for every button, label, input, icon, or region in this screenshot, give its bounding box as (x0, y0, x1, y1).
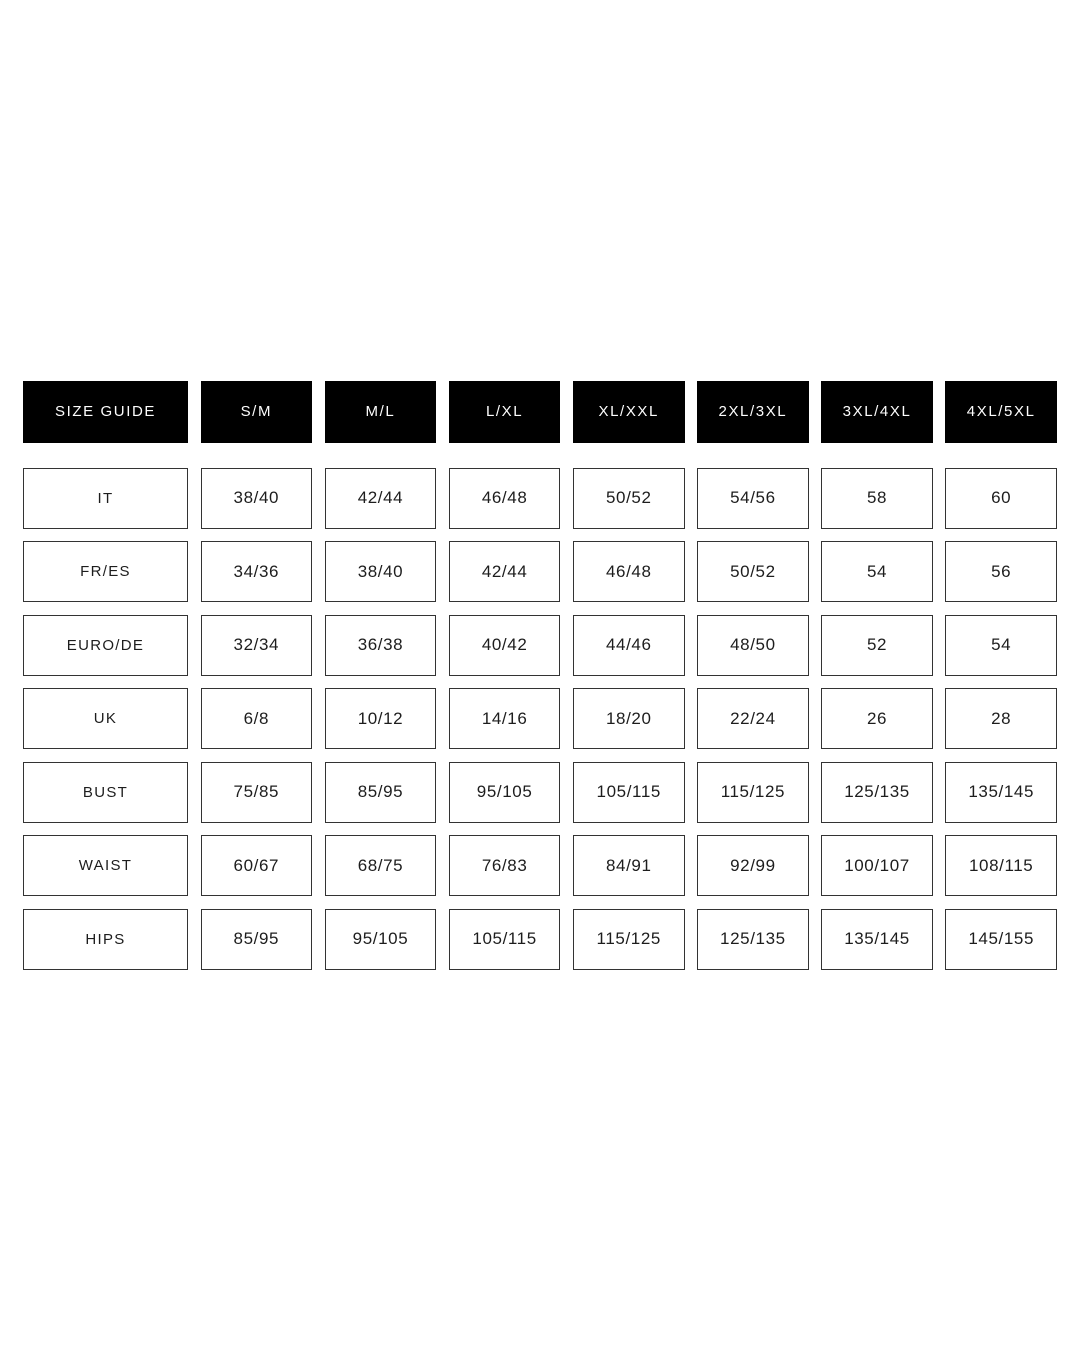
size-value-cell: 54/56 (697, 468, 809, 529)
size-value-cell: 100/107 (821, 835, 933, 896)
row-label-cell: HIPS (23, 909, 188, 970)
size-value-cell: 50/52 (573, 468, 685, 529)
size-value-cell: 18/20 (573, 688, 685, 749)
size-column-header: L/XL (449, 381, 561, 443)
size-value-cell: 34/36 (201, 541, 313, 602)
size-value-cell: 60 (945, 468, 1057, 529)
size-value-cell: 135/145 (821, 909, 933, 970)
row-label-cell: IT (23, 468, 188, 529)
size-column-header: 3XL/4XL (821, 381, 933, 443)
size-value-cell: 105/115 (573, 762, 685, 823)
size-value-cell: 54 (945, 615, 1057, 676)
table-body (23, 468, 1057, 970)
size-value-cell: 42/44 (325, 468, 437, 529)
size-value-cell: 56 (945, 541, 1057, 602)
size-value-cell: 105/115 (449, 909, 561, 970)
size-value-cell: 85/95 (201, 909, 313, 970)
size-value-cell: 50/52 (697, 541, 809, 602)
table-title-cell: SIZE GUIDE (23, 381, 188, 443)
size-value-cell: 92/99 (697, 835, 809, 896)
size-guide-table (23, 381, 1057, 970)
row-label-cell: EURO/DE (23, 615, 188, 676)
size-value-cell: 52 (821, 615, 933, 676)
size-value-cell: 76/83 (449, 835, 561, 896)
size-value-cell: 75/85 (201, 762, 313, 823)
size-value-cell: 46/48 (573, 541, 685, 602)
size-value-cell: 6/8 (201, 688, 313, 749)
size-value-cell: 68/75 (325, 835, 437, 896)
size-value-cell: 115/125 (573, 909, 685, 970)
size-value-cell: 60/67 (201, 835, 313, 896)
size-value-cell: 84/91 (573, 835, 685, 896)
row-label-cell: FR/ES (23, 541, 188, 602)
size-value-cell: 28 (945, 688, 1057, 749)
size-value-cell: 40/42 (449, 615, 561, 676)
size-value-cell: 95/105 (449, 762, 561, 823)
size-value-cell: 38/40 (201, 468, 313, 529)
size-value-cell: 42/44 (449, 541, 561, 602)
size-value-cell: 58 (821, 468, 933, 529)
size-column-header: XL/XXL (573, 381, 685, 443)
row-label-cell: WAIST (23, 835, 188, 896)
size-column-header: 2XL/3XL (697, 381, 809, 443)
size-value-cell: 22/24 (697, 688, 809, 749)
size-value-cell: 46/48 (449, 468, 561, 529)
size-value-cell: 26 (821, 688, 933, 749)
size-value-cell: 125/135 (821, 762, 933, 823)
size-value-cell: 10/12 (325, 688, 437, 749)
size-column-header: M/L (325, 381, 437, 443)
size-value-cell: 95/105 (325, 909, 437, 970)
size-value-cell: 44/46 (573, 615, 685, 676)
size-column-header: S/M (201, 381, 313, 443)
size-value-cell: 38/40 (325, 541, 437, 602)
size-value-cell: 54 (821, 541, 933, 602)
size-value-cell: 125/135 (697, 909, 809, 970)
size-value-cell: 48/50 (697, 615, 809, 676)
size-column-header: 4XL/5XL (945, 381, 1057, 443)
size-value-cell: 85/95 (325, 762, 437, 823)
size-value-cell: 115/125 (697, 762, 809, 823)
size-value-cell: 145/155 (945, 909, 1057, 970)
row-label-cell: BUST (23, 762, 188, 823)
size-value-cell: 36/38 (325, 615, 437, 676)
size-value-cell: 32/34 (201, 615, 313, 676)
size-value-cell: 135/145 (945, 762, 1057, 823)
size-value-cell: 14/16 (449, 688, 561, 749)
header-row (23, 381, 1057, 443)
row-label-cell: UK (23, 688, 188, 749)
size-value-cell: 108/115 (945, 835, 1057, 896)
